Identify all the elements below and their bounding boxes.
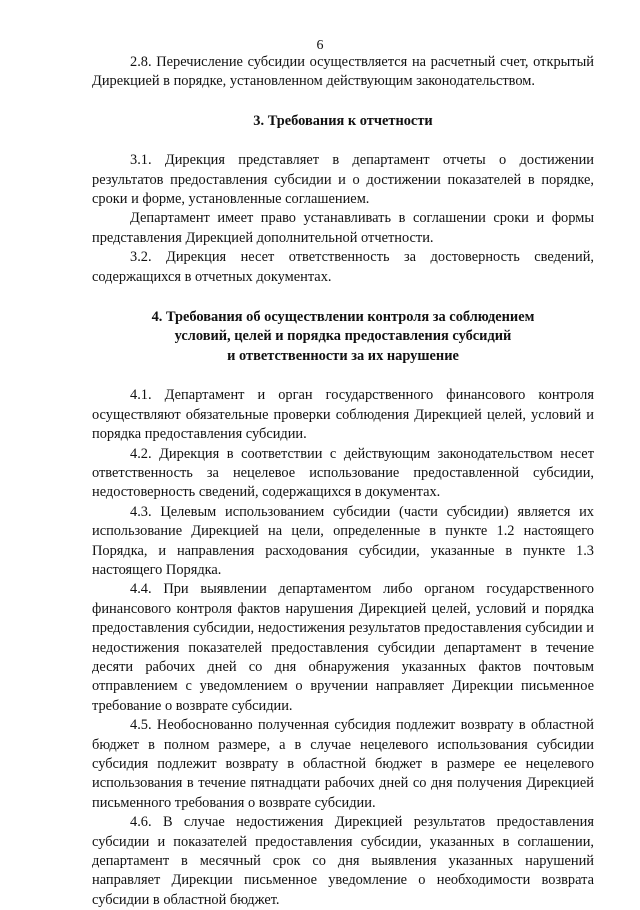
paragraph-4-5: 4.5. Необоснованно полученная субсидия подлежит возврату в областной бюджет в полном размере, а в случае нецелевого использования субсидии субсидия подлежит возврату в областной бюджет в размере ее нецелевого использования в течение пятнадцати рабочих дней со дня получения Дирекцией письменного требования о возврате субсидии. bbox=[92, 717, 594, 811]
section-4-heading-line-2: условий, целей и порядка предоставления субсидий bbox=[174, 328, 512, 345]
paragraph-2-8: 2.8. Перечисление субсидии осуществляется на расчетный счет, открытый Дирекцией в порядке, установленном действующим законодательством. bbox=[92, 54, 594, 90]
document-body bbox=[92, 53, 594, 910]
paragraph-4-1: 4.1. Департамент и орган государственного финансового контроля осуществляют обязательные проверки соблюдения Дирекцией целей, условий и порядка предоставления субсидии. bbox=[92, 387, 594, 443]
page-number: 6 bbox=[316, 38, 324, 53]
paragraph-4-3: 4.3. Целевым использованием субсидии (части субсидии) является их использование Дирекцией на цели, определенные в пункте 1.2 настоящего Порядка, и направления расходования субсидии, указанные в пункте 1.3 настоящего Порядка. bbox=[92, 503, 594, 578]
paragraph-4-6: 4.6. В случае недостижения Дирекцией результатов предоставления субсидии и показателей предоставления субсидии, указанных в соглашении, департамент в месячный срок со дня выявления указанных нарушений направляет Дирекции письменное уведомление о необходимости возврата субсидии в областной бюджет. bbox=[92, 814, 594, 908]
paragraph-3-1-continued: Департамент имеет право устанавливать в соглашении сроки и формы представления Дирекцией дополнительной отчетности. bbox=[92, 210, 594, 246]
paragraph-3-2: 3.2. Дирекция несет ответственность за достоверность сведений, содержащихся в отчетных документах. bbox=[92, 249, 594, 285]
paragraph-4-2: 4.2. Дирекция в соответствии с действующим законодательством несет ответственность за нецелевое использование предоставленной субсидии, недостоверность сведений, содержащихся в документах. bbox=[92, 445, 594, 501]
section-4-heading-line-3: и ответственности за их нарушение bbox=[227, 347, 459, 364]
section-4-heading bbox=[92, 308, 594, 366]
section-3-heading: 3. Требования к отчетности bbox=[253, 112, 433, 129]
section-4-heading-line-1: 4. Требования об осуществлении контроля за соблюдением bbox=[151, 309, 535, 326]
paragraph-3-1: 3.1. Дирекция представляет в департамент отчеты о достижении результатов предоставления субсидии и о достижении показателей в порядке, сроки и форме, установленные соглашением. bbox=[92, 152, 594, 208]
paragraph-4-4: 4.4. При выявлении департаментом либо органом государственного финансового контроля фактов нарушения Дирекцией целей, условий и порядка предоставления субсидии, недостижения результатов предоставления субсидии и недостижения показателей предоставления субсидии департамент в течение десяти рабочих дней со дня обнаружения указанных фактов почтовым отправлением с уведомлением о вручении направляет Дирекции письменное требование о возврате субсидии. bbox=[92, 581, 594, 714]
